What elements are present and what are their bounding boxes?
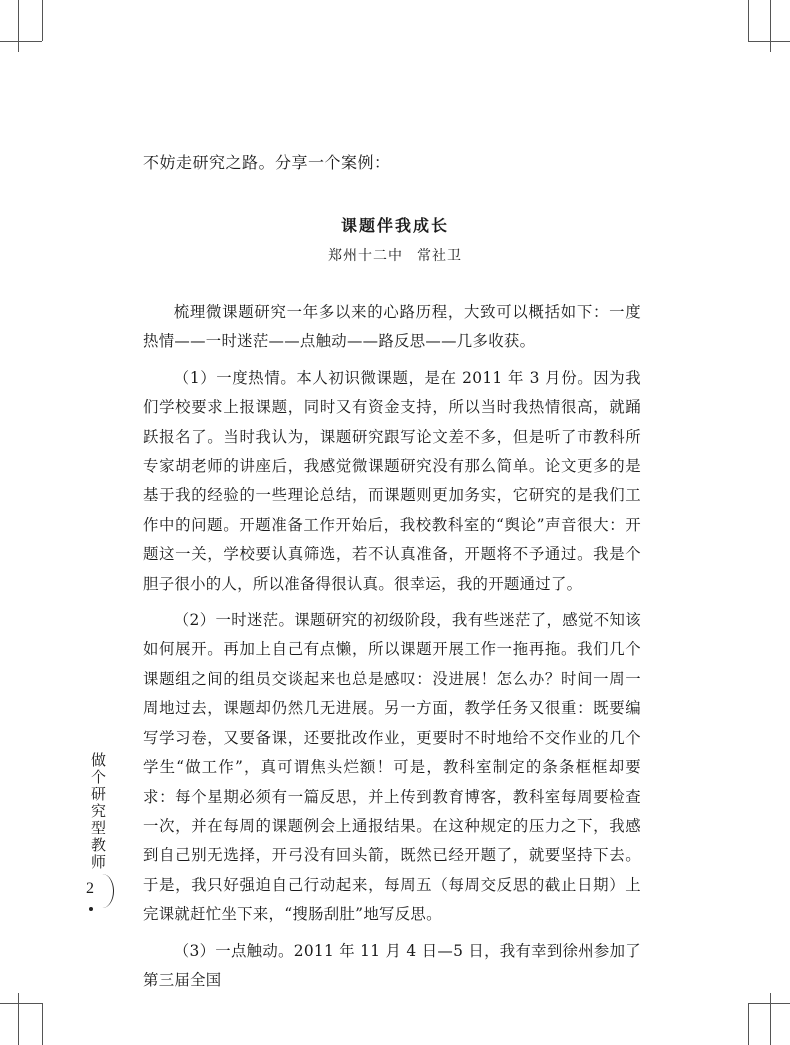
page-dot — [89, 907, 93, 911]
crop-mark — [18, 993, 19, 1045]
crop-mark — [770, 0, 771, 52]
paragraph: （1）一度热情。本人初识微课题，是在 2011 年 3 月份。因为我们学校要求上报课题，同时又有资金支持，所以当时我热情很高，就踊跃报名了。当时我认为，课题研究跟写论文差不多，但是听了市教科所专家胡老师的讲座后，我感觉微课题研究没有那么简单。论文更多的是基于我的经验的一些理论总结，而课题则更加务实，它研究的是我们工作中的问题。开题准备工作开始后，我校教科室的“舆论”声音很大：开题这一关，学校要认真筛选，若不认真准备，开题将不予通过。我是个胆子很小的人，所以准备得很认真。很幸运，我的开题通过了。 — [143, 368, 641, 593]
crop-mark — [748, 1003, 749, 1045]
paragraph: 梳理微课题研究一年多以来的心路历程，大致可以概括如下：一度热情——一时迷茫——点触动——路反思——几多收获。 — [143, 303, 641, 351]
crop-mark — [18, 0, 19, 52]
crop-mark — [748, 1003, 790, 1004]
intro-line: 不妨走研究之路。分享一个案例： — [143, 153, 391, 172]
crop-mark — [748, 0, 749, 41]
page-number-bracket — [91, 874, 114, 908]
crop-mark — [42, 1003, 43, 1045]
crop-mark — [770, 993, 771, 1045]
running-title: 做个研究型教师 — [89, 752, 107, 871]
article-title: 课题伴我成长 — [340, 216, 449, 235]
byline — [0, 245, 790, 265]
article-body — [143, 298, 641, 1002]
crop-mark — [42, 0, 43, 41]
author-name: 常社卫 — [417, 248, 462, 264]
crop-mark — [0, 41, 42, 42]
page-number: 2 — [86, 880, 94, 897]
paragraph: （2）一时迷茫。课题研究的初级阶段，我有些迷茫了，感觉不知该如何展开。再加上自己有点懒，所以课题开展工作一拖再拖。我们几个课题组之间的组员交谈起来也总是感叹：没进展！怎么办？时间一周一周地过去，课题却仍然几无进展。另一方面，教学任务又很重：既要编写学习卷，又要备课，还要批改作业，更要时不时地给不交作业的几个学生“做工作”，真可谓焦头烂额！可是，教科室制定的条条框框却要求：每个星期必须有一篇反思，并上传到教育博客，教科室每周要检查一次，并在每周的课题例会上通报结果。在这种规定的压力之下，我感到自己别无选择，开弓没有回头箭，既然已经开题了，就要坚持下去。于是，我只好强迫自己行动起来，每周五（每周交反思的截止日期）上完课就赶忙坐下来，“搜肠刮肚”地写反思。 — [143, 611, 641, 924]
crop-mark — [0, 1003, 42, 1004]
author-school: 郑州十二中 — [328, 248, 403, 264]
crop-mark — [748, 41, 790, 42]
paragraph: （3）一点触动。2011 年 11 月 4 日—5 日，我有幸到徐州参加了第三届全国 — [143, 941, 641, 989]
